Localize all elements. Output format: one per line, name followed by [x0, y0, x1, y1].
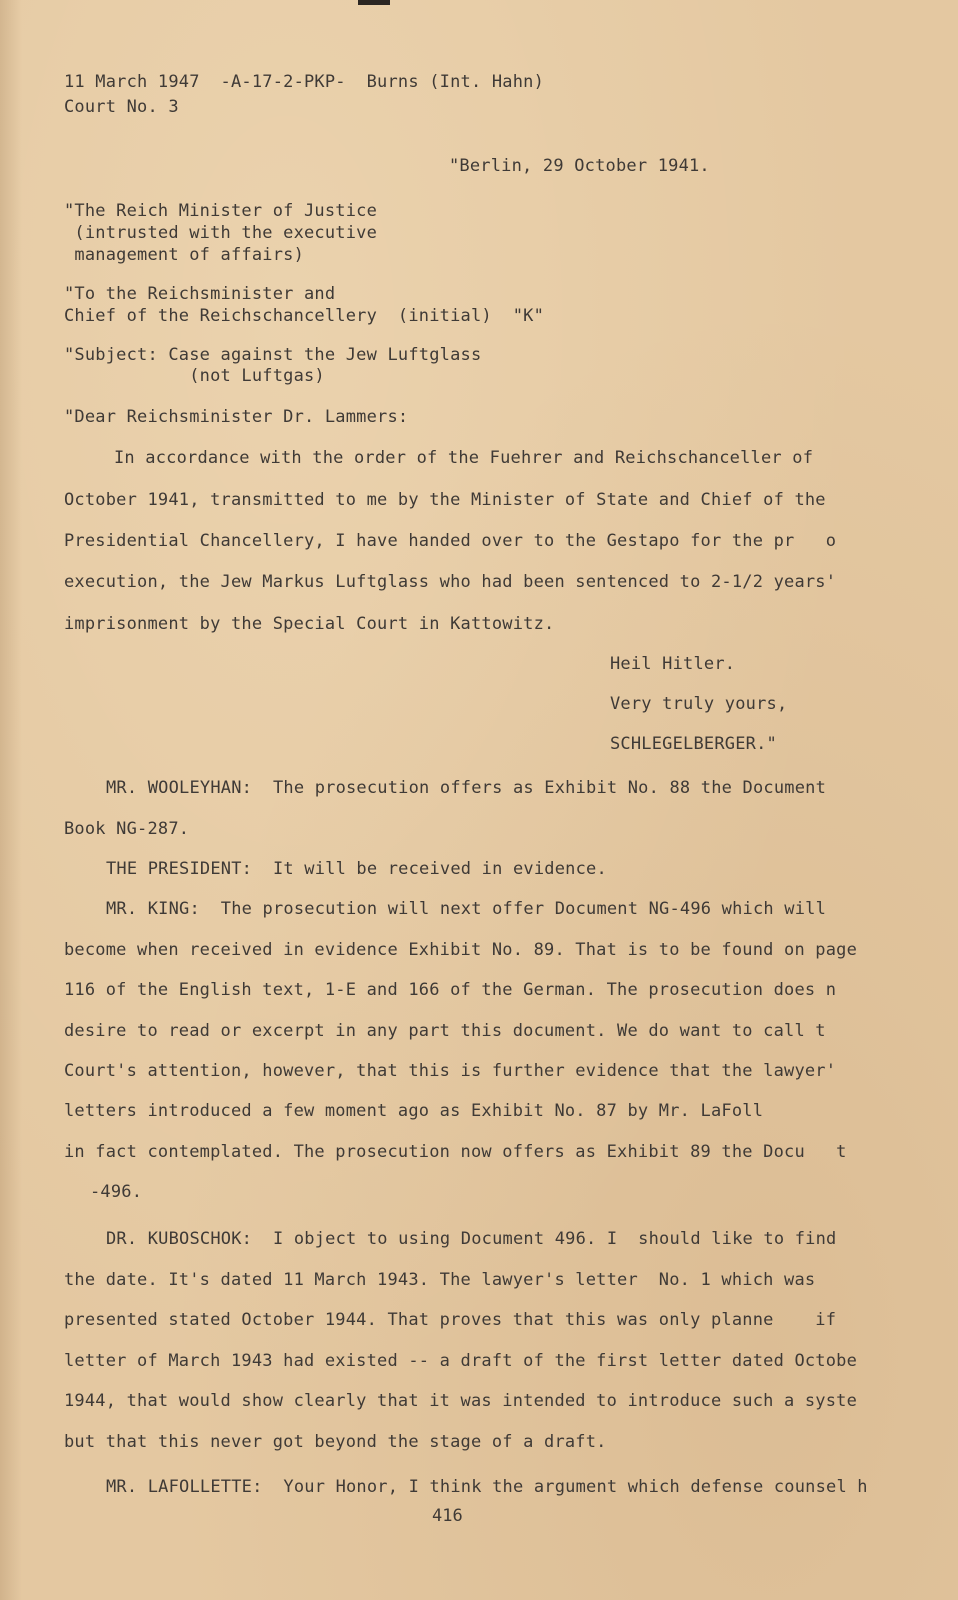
letter-salutation: "Dear Reichsminister Dr. Lammers:	[64, 407, 409, 427]
letter-sender-1: "The Reich Minister of Justice	[64, 201, 378, 221]
transcript-line-1: MR. WOOLEYHAN: The prosecution offers as Exhibit No. 88 the Document	[106, 778, 827, 798]
letter-subject-1: "Subject: Case against the Jew Luftglass	[64, 345, 482, 365]
transcript-line-13: the date. It's dated 11 March 1943. The lawyer's letter No. 1 which was	[64, 1270, 816, 1290]
letter-sender-3: management of affairs)	[64, 245, 305, 265]
transcript-line-7: desire to read or excerpt in any part this document. We do want to call t	[64, 1021, 826, 1041]
transcript-line-4: MR. KING: The prosecution will next offer Document NG-496 which will	[106, 899, 827, 919]
letter-recipient-2: Chief of the Reichschancellery (initial) "K"	[64, 306, 545, 326]
page-edge-shadow	[0, 0, 22, 1600]
letter-body-line-3: Presidential Chancellery, I have handed over to the Gestapo for the pr o	[64, 531, 837, 551]
letter-body-line-1: In accordance with the order of the Fuehrer and Reichschanceller of	[114, 448, 814, 468]
transcript-line-10: in fact contemplated. The prosecution now offers as Exhibit 89 the Docu t	[64, 1142, 847, 1162]
header-line-2: Court No. 3	[64, 97, 179, 117]
transcript-line-14: presented stated October 1944. That proves that this was only planne if	[64, 1310, 837, 1330]
letter-recipient-1: "To the Reichsminister and	[64, 284, 336, 304]
letter-subject-2: (not Luftgas)	[64, 366, 325, 386]
letter-closing-1: Heil Hitler.	[610, 654, 736, 674]
header-line-1: 11 March 1947 -A-17-2-PKP- Burns (Int. Hahn)	[64, 72, 545, 92]
transcript-line-2: Book NG-287.	[64, 819, 190, 839]
transcript-line-15: letter of March 1943 had existed -- a draft of the first letter dated Octobe	[64, 1351, 858, 1371]
letter-sender-2: (intrusted with the executive	[64, 223, 378, 243]
transcript-line-18: MR. LAFOLLETTE: Your Honor, I think the argument which defense counsel h	[106, 1477, 868, 1497]
letter-signature: SCHLEGELBERGER."	[610, 734, 777, 754]
letter-closing-2: Very truly yours,	[610, 694, 788, 714]
transcript-line-17: but that this never got beyond the stage of a draft.	[64, 1432, 607, 1452]
page-number: 416	[432, 1506, 463, 1526]
transcript-line-16: 1944, that would show clearly that it was intended to introduce such a syste	[64, 1391, 858, 1411]
letter-body-line-5: imprisonment by the Special Court in Kattowitz.	[64, 614, 555, 634]
letter-body-line-2: October 1941, transmitted to me by the Minister of State and Chief of the	[64, 490, 826, 510]
letter-body-line-4: execution, the Jew Markus Luftglass who had been sentenced to 2-1/2 years'	[64, 572, 837, 592]
transcript-line-6: 116 of the English text, 1-E and 166 of the German. The prosecution does n	[64, 980, 837, 1000]
transcript-line-11: -496.	[90, 1182, 143, 1202]
transcript-line-9: letters introduced a few moment ago as Exhibit No. 87 by Mr. LaFoll	[64, 1101, 764, 1121]
transcript-line-12: DR. KUBOSCHOK: I object to using Document 496. I should like to find	[106, 1229, 837, 1249]
transcript-line-8: Court's attention, however, that this is further evidence that the lawyer'	[64, 1061, 837, 1081]
transcript-line-3: THE PRESIDENT: It will be received in evidence.	[106, 859, 607, 879]
transcript-line-5: become when received in evidence Exhibit No. 89. That is to be found on page	[64, 940, 858, 960]
letter-dateline: "Berlin, 29 October 1941.	[449, 156, 710, 176]
binding-mark	[358, 0, 390, 5]
